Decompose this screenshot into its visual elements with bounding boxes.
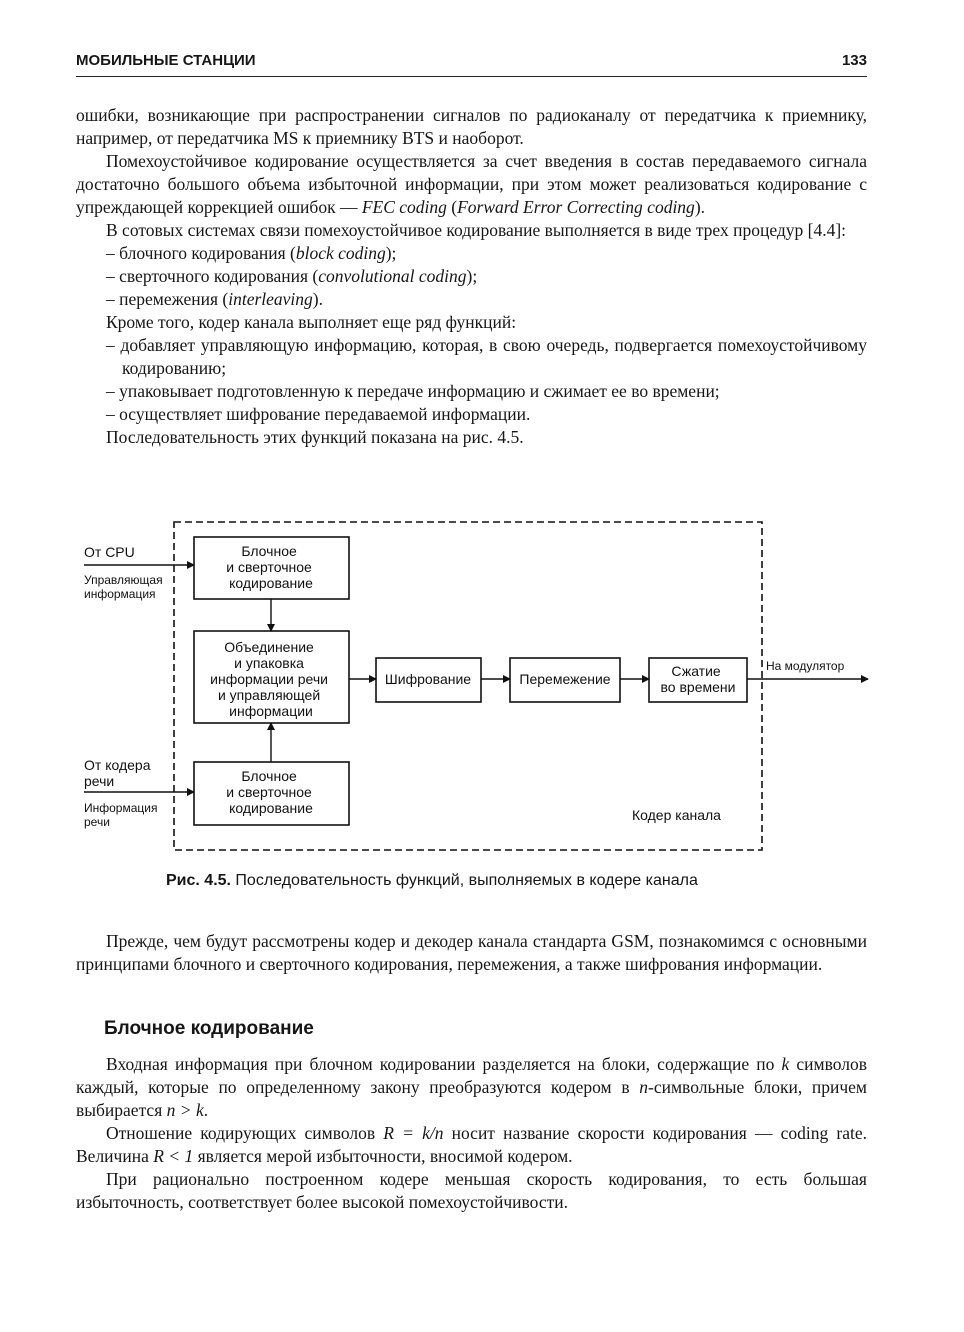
paragraph: Помехоустойчивое кодирование осуществляется за счет введения в состав передаваемого сигнала достаточно большого объема избыточной информации, при этом может реализоваться кодирование с упреждающей коррекцией ошибок — FEC coding (Forward Error Correcting coding). xyxy=(76,151,867,217)
paragraph: Последовательность этих функций показана на рис. 4.5. xyxy=(106,427,524,447)
diagram-canvas xyxy=(76,515,876,860)
channel-coder-diagram xyxy=(76,515,876,860)
page-number: 133 xyxy=(841,52,867,69)
term: Forward Error Correcting coding xyxy=(457,197,695,217)
top-text xyxy=(76,104,867,449)
compress-text: Сжатие во времени xyxy=(660,663,736,695)
term: convolutional coding xyxy=(318,266,467,286)
interleave-text: Перемежение xyxy=(519,671,611,687)
list-item: – добавляет управляющую информацию, которая, в свою очередь, подвергается помехоустойчивому кодированию; xyxy=(106,335,867,378)
paragraph: Кроме того, кодер канала выполняет еще ряд функций: xyxy=(106,312,517,332)
merge-pack-text: Объединение и упаковка информации речи и управляющей информации xyxy=(210,639,328,719)
caption-text: Последовательность функций, выполняемых в кодере канала xyxy=(230,872,698,889)
paragraph: Прежде, чем будут рассмотрены кодер и декодер канала стандарта GSM, познакомимся с основными принципами блочного и сверточного кодирования, перемежения, а также шифрования информации. xyxy=(76,931,867,974)
paragraph: Входная информация при блочном кодировании разделяется на блоки, содержащие по k символов каждый, которые по определенному закону преобразуются кодером в n-символьные блоки, причем выбирается n > k. xyxy=(76,1054,867,1120)
input-coder-label: От кодера речи xyxy=(84,757,151,789)
block-coding-top-text: Блочное и сверточное кодирование xyxy=(226,543,313,591)
middle-text xyxy=(76,930,867,976)
list-item: – осуществляет шифрование передаваемой информации. xyxy=(106,404,531,424)
list-item: – сверточного кодирования (convolutional coding); xyxy=(106,266,478,286)
term: interleaving xyxy=(228,289,313,309)
term: block coding xyxy=(295,243,386,263)
output-modulator-label: На модулятор xyxy=(766,659,845,673)
section-title: Блочное кодирование xyxy=(104,1018,314,1039)
paragraph: При рационально построенном кодере меньшая скорость кодирования, то есть большая избыточность, соответствует более высокой помехоустойчивости. xyxy=(76,1169,867,1212)
caption-label: Рис. 4.5. xyxy=(166,872,231,889)
input-cpu-label: От CPU xyxy=(84,544,135,560)
paragraph: В сотовых системах связи помехоустойчивое кодирование выполняется в виде трех процедур [4.4]: xyxy=(106,220,847,240)
list-item: – упаковывает подготовленную к передаче информацию и сжимает ее во времени; xyxy=(106,381,720,401)
list-item: – перемежения (interleaving). xyxy=(106,289,323,309)
figure-caption xyxy=(166,871,806,891)
paragraph: ошибки, возникающие при распространении сигналов по радиоканалу от передатчика к приемнику, например, от передатчика MS к приемнику BTS и наоборот. xyxy=(76,105,867,148)
input-speech-label: Информация речи xyxy=(84,801,158,829)
paragraph: Отношение кодирующих символов R = k/n носит название скорости кодирования — coding rate. Величина R < 1 является мерой избыточности, вносимой кодером. xyxy=(76,1123,867,1166)
term: FEC coding xyxy=(361,197,447,217)
input-control-label: Управляющая информация xyxy=(84,573,163,601)
block-coding-bottom-text: Блочное и сверточное кодирование xyxy=(226,768,313,816)
list-item: – блочного кодирования (block coding); xyxy=(106,243,397,263)
cipher-text: Шифрование xyxy=(384,671,472,687)
bottom-text xyxy=(76,1053,867,1214)
running-head: МОБИЛЬНЫЕ СТАНЦИИ xyxy=(76,52,256,69)
channel-coder-label: Кодер канала xyxy=(632,807,721,823)
page-header xyxy=(76,52,867,77)
